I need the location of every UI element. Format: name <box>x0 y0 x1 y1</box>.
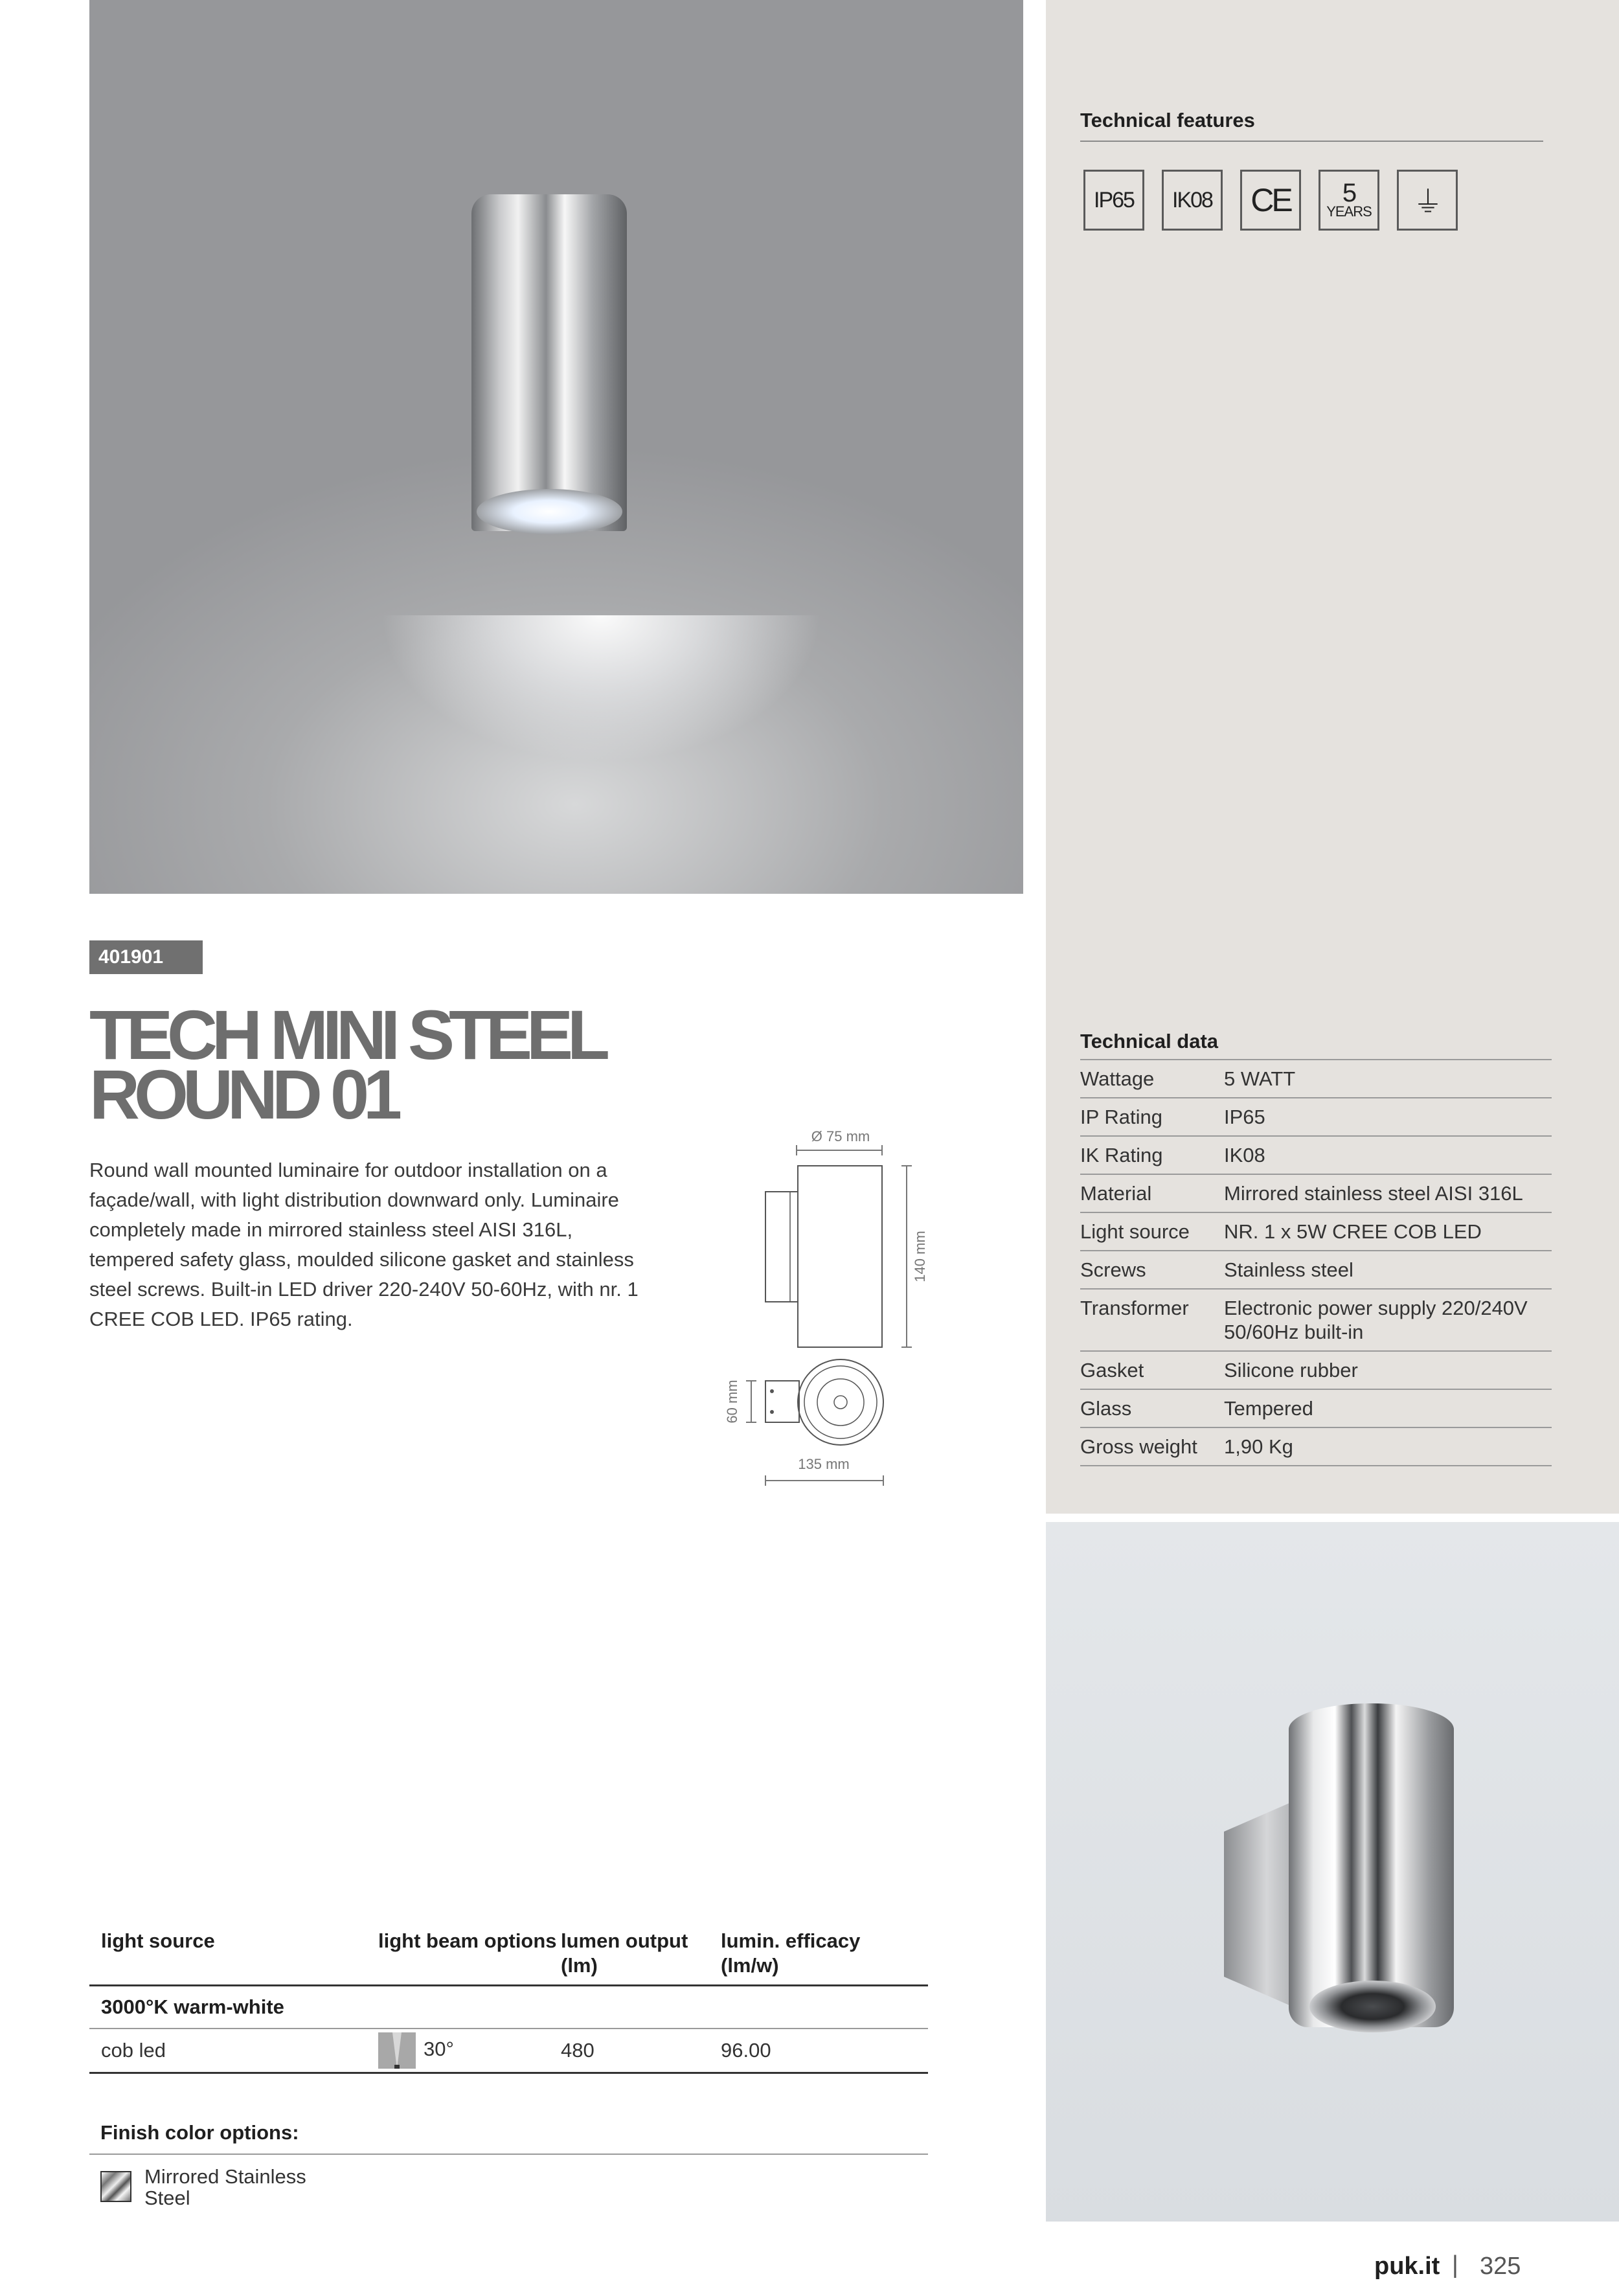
bottom-view-outer <box>798 1359 883 1445</box>
row-value: 1,90 Kg <box>1224 1435 1293 1458</box>
height-label: 140 mm <box>912 1231 928 1282</box>
cell-lumen: 480 <box>561 2039 594 2062</box>
row-value: Silicone rubber <box>1224 1359 1358 1381</box>
ip65-label: IP65 <box>1094 187 1134 212</box>
table-row <box>1080 1212 1552 1250</box>
row-value: Tempered <box>1224 1397 1313 1420</box>
bottom-view-led <box>834 1396 847 1409</box>
row-key: Gross weight <box>1080 1435 1197 1458</box>
warranty-number: 5 <box>1342 179 1356 207</box>
beam-angle-icon <box>378 2032 416 2069</box>
header-light-source: light source <box>101 1929 215 1952</box>
table-row <box>1080 1288 1552 1350</box>
dimension-drawing <box>706 1127 952 1490</box>
cell-beam <box>378 2032 561 2069</box>
color-temperature-group: 3000°K warm-white <box>89 1986 928 2029</box>
luminaire-lens <box>1309 1981 1436 2032</box>
technical-features-title: Technical features <box>1080 109 1255 131</box>
diameter-label: Ø 75 mm <box>811 1128 870 1144</box>
wall-bracket <box>1224 1801 1295 2008</box>
product-title-line2: ROUND 01 <box>89 1055 397 1133</box>
cell-source: cob led <box>101 2039 166 2062</box>
ce-mark-icon <box>1240 170 1301 231</box>
page-number: 325 <box>1480 2253 1521 2280</box>
light-source-table <box>89 1922 928 2074</box>
row-value: Stainless steel <box>1224 1258 1353 1281</box>
row-value: IP65 <box>1224 1106 1265 1128</box>
technical-data-table <box>1080 1059 1552 1466</box>
bottom-view-ring <box>804 1366 877 1438</box>
table-row <box>1080 1174 1552 1212</box>
footer-separator: | <box>1452 2251 1458 2279</box>
row-key: Material <box>1080 1182 1152 1205</box>
warranty-5-years-icon <box>1319 170 1379 231</box>
header-lumen-output: lumen output (lm) <box>561 1929 688 1977</box>
depth-label: 60 mm <box>724 1380 740 1424</box>
row-key: Screws <box>1080 1258 1146 1281</box>
technical-data-title: Technical data <box>1080 1030 1219 1052</box>
divider <box>89 2154 928 2155</box>
table-row <box>1080 1097 1552 1135</box>
earth-ground-icon <box>1397 170 1458 231</box>
ik08-badge-icon <box>1162 170 1223 231</box>
front-view-bracket <box>765 1192 798 1302</box>
finish-swatch-icon <box>100 2171 131 2202</box>
warranty-unit: YEARS <box>1326 203 1372 220</box>
row-value: Mirrored stainless steel AISI 316L <box>1224 1182 1523 1205</box>
divider <box>1080 141 1543 142</box>
header-efficacy: lumin. efficacy (lm/w) <box>721 1929 861 1977</box>
screw-hole <box>770 1389 774 1393</box>
row-value: 5 WATT <box>1224 1067 1296 1090</box>
screw-hole <box>770 1410 774 1414</box>
bottom-view-lens <box>817 1379 864 1426</box>
row-key: Wattage <box>1080 1067 1155 1090</box>
product-title-line1: TECH MINI STEEL <box>89 995 605 1074</box>
ground-symbol: ⏚ <box>1413 185 1442 219</box>
front-view-body <box>798 1166 882 1347</box>
finish-option-label: Mirrored Stainless Steel <box>144 2165 306 2209</box>
row-value: IK08 <box>1224 1144 1265 1166</box>
header-light-beam: light beam options <box>378 1929 557 1952</box>
product-code-badge: 401901 <box>89 940 203 974</box>
row-key: Glass <box>1080 1397 1132 1420</box>
row-key: Transformer <box>1080 1297 1189 1319</box>
table-row <box>1080 1427 1552 1466</box>
cell-efficacy: 96.00 <box>721 2039 771 2062</box>
finish-options-title: Finish color options: <box>100 2121 299 2144</box>
table-row <box>1080 1389 1552 1427</box>
row-key: IP Rating <box>1080 1106 1162 1128</box>
table-row <box>1080 1350 1552 1389</box>
row-key: Light source <box>1080 1220 1190 1243</box>
beam-value: 30° <box>424 2038 454 2061</box>
row-value: Electronic power supply 220/240V 50/60Hz built-in <box>1224 1297 1528 1343</box>
luminaire-body <box>471 194 627 531</box>
row-key: IK Rating <box>1080 1144 1163 1166</box>
ce-label: CE <box>1251 182 1291 218</box>
table-row <box>1080 1250 1552 1288</box>
table-row <box>89 2029 928 2074</box>
hero-product-photo <box>89 0 1023 894</box>
bottom-view-bracket <box>765 1381 799 1422</box>
ik08-label: IK08 <box>1172 187 1212 212</box>
product-description: Round wall mounted luminaire for outdoor installation on a façade/wall, with light distribution downward only. Luminaire completely made in mirrored stainless steel AISI 316L, tempered safety glass, moulded silicone gasket and stainless steel screws. Built-in LED driver 220-240V 50-60Hz, with nr. 1 CREE COB LED. IP65 rating. <box>89 1159 639 1330</box>
row-value: NR. 1 x 5W CREE COB LED <box>1224 1220 1482 1243</box>
table-row <box>1080 1059 1552 1097</box>
luminaire-lens <box>477 489 622 534</box>
footer-website: puk.it <box>1374 2253 1440 2280</box>
ip65-badge-icon <box>1083 170 1144 231</box>
table-row <box>1080 1135 1552 1174</box>
luminaire-body <box>1289 1703 1454 2027</box>
row-key: Gasket <box>1080 1359 1144 1381</box>
table-header <box>89 1922 928 1986</box>
light-beam-glow <box>310 615 892 894</box>
width-label: 135 mm <box>798 1456 850 1472</box>
